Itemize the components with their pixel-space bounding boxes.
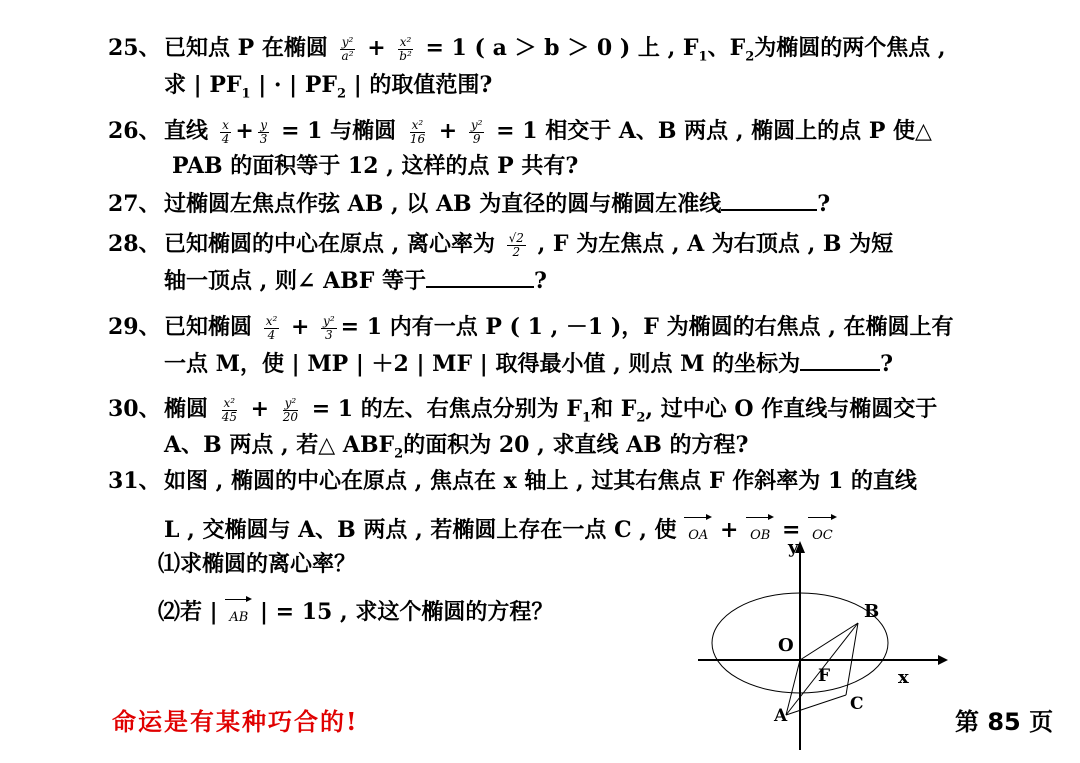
point-c-label: C — [850, 694, 864, 714]
question-25-number: 25、 — [108, 35, 161, 61]
q25-fraction-x2-b2: $\frac{\text{x²}}{\text{b²}}$ — [399, 34, 412, 63]
motto-text: 命运是有某种巧合的! — [112, 707, 359, 736]
ellipse-diagram — [690, 535, 950, 755]
question-31-number: 31、 — [108, 468, 161, 494]
page-number: 第 85 页 — [955, 708, 1054, 736]
point-a-label: A — [774, 706, 788, 726]
question-26-number: 26、 — [108, 118, 161, 144]
q30-fraction-y2-20: $\frac{\text{y²}}{20}$ — [282, 395, 299, 424]
question-30-number: 30、 — [108, 396, 161, 422]
vector-oa: OA — [684, 513, 712, 551]
question-28-number: 28、 — [108, 231, 161, 257]
answer-blank — [721, 189, 817, 211]
q30-fraction-x2-45: $\frac{\text{x²}}{45}$ — [221, 395, 237, 424]
origin-label: O — [778, 635, 794, 656]
answer-blank — [800, 349, 880, 371]
segment-ob — [800, 623, 858, 660]
q29-fraction-y2-3: $\frac{\text{y²}}{3}$ — [323, 313, 335, 342]
q26-fraction-y2-9: $\frac{\text{y²}}{9}$ — [470, 117, 483, 146]
question-29-number: 29、 — [108, 314, 161, 340]
q26-fraction-x2-16: $\frac{\text{x²}}{16}$ — [409, 117, 426, 146]
vector-oc: OC — [808, 513, 837, 551]
q25-text: 已知点 P 在椭圆 — [164, 35, 328, 61]
question-27-number: 27、 — [108, 191, 161, 217]
vector-ab: AB — [225, 595, 252, 633]
q28-fraction-sqrt2-2: $\frac{√2}{2}$ — [508, 230, 524, 259]
point-b-label: B — [864, 601, 880, 622]
q26-fraction-y-3: $\frac{y}{3}$ — [259, 117, 268, 146]
q29-fraction-x2-4: $\frac{\text{x²}}{4}$ — [265, 313, 278, 342]
vector-ob: OB — [746, 513, 774, 551]
y-axis-label: y — [788, 537, 799, 558]
q26-fraction-x-4: $\frac{x}{4}$ — [221, 117, 230, 146]
focus-label: F — [818, 666, 831, 686]
x-axis-arrow — [938, 655, 948, 665]
q25-fraction-y2-a2: $\frac{\text{y²}}{\text{a²}}$ — [341, 34, 354, 63]
answer-blank — [426, 266, 534, 288]
segment-ac — [786, 695, 846, 715]
x-axis-label: x — [898, 667, 909, 688]
